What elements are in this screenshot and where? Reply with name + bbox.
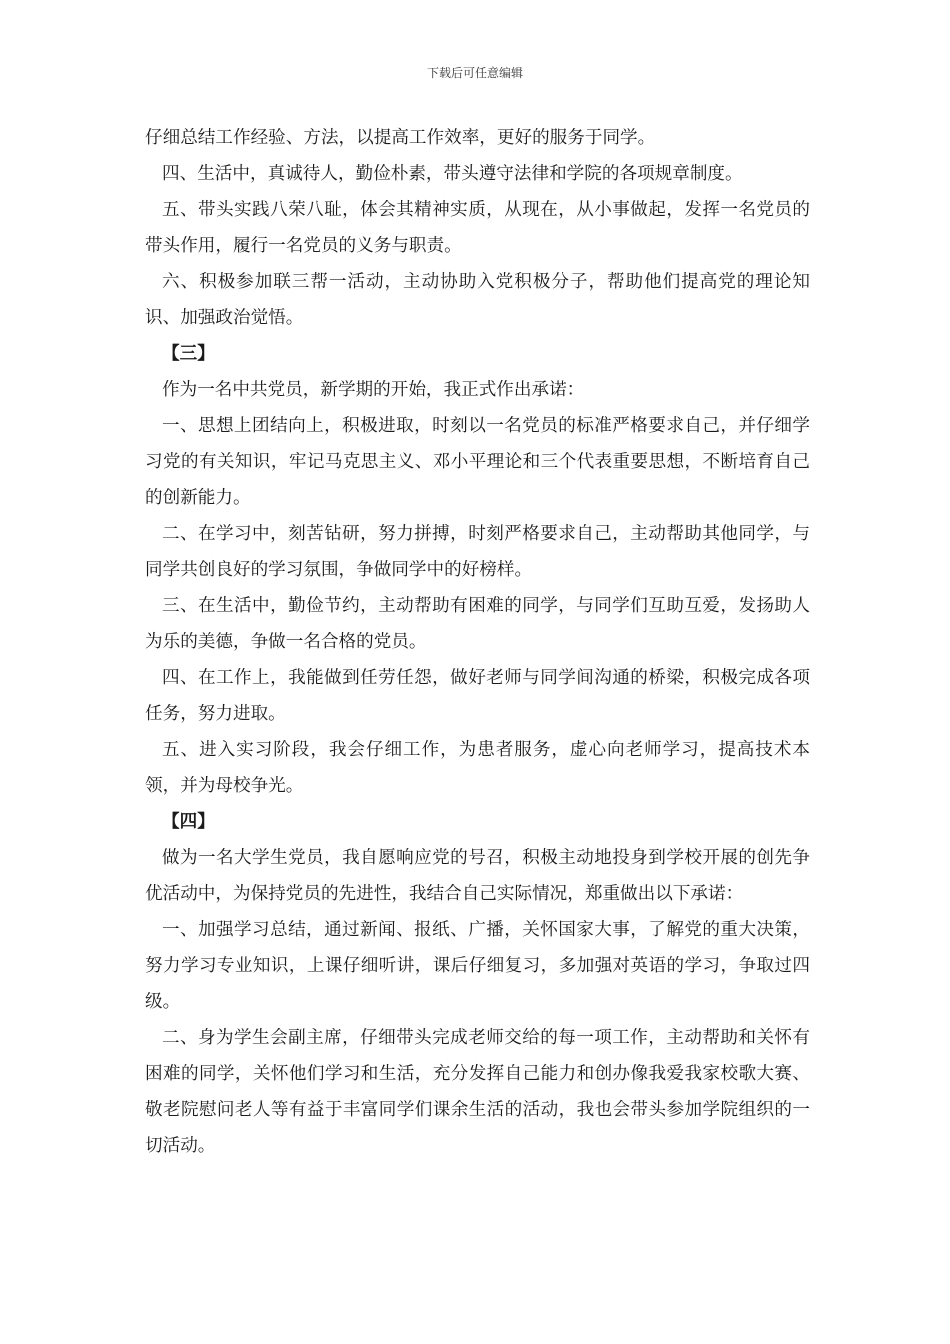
section-heading: 【三】: [162, 343, 215, 364]
paragraph: 五、带头实践八荣八耻，体会其精神实质，从现在，从小事做起，发挥一名党员的带头作用，履行一名党员的义务与职责。: [145, 200, 810, 256]
paragraph: 五、进入实习阶段，我会仔细工作，为患者服务，虚心向老师学习，提高技术本领，并为母校争光。: [145, 740, 810, 796]
paragraph: 作为一名中共党员，新学期的开始，我正式作出承诺：: [162, 380, 585, 400]
paragraph: 一、加强学习总结，通过新闻、报纸、广播，关怀国家大事，了解党的重大决策，努力学习专业知识，上课仔细听讲，课后仔细复习，多加强对英语的学习，争取过四级。: [145, 920, 810, 1012]
paragraph: 仔细总结工作经验、方法，以提高工作效率，更好的服务于同学。: [145, 128, 656, 148]
section-heading: 【四】: [162, 811, 215, 832]
paragraph: 做为一名大学生党员，我自愿响应党的号召，积极主动地投身到学校开展的创先争优活动中，为保持党员的先进性，我结合自己实际情况，郑重做出以下承诺：: [145, 848, 810, 904]
paragraph: 四、在工作上，我能做到任劳任怨，做好老师与同学间沟通的桥梁，积极完成各项任务，努力进取。: [145, 668, 810, 724]
page-header: 下载后可任意编辑: [426, 66, 523, 80]
paragraph: 四、生活中，真诚待人，勤俭朴素，带头遵守法律和学院的各项规章制度。: [162, 164, 743, 184]
document-body: [145, 120, 810, 1164]
paragraph: 一、思想上团结向上，积极进取，时刻以一名党员的标准严格要求自己，并仔细学习党的有关知识，牢记马克思主义、邓小平理论和三个代表重要思想，不断培育自己的创新能力。: [145, 416, 810, 508]
paragraph: 二、身为学生会副主席，仔细带头完成老师交给的每一项工作，主动帮助和关怀有困难的同学，关怀他们学习和生活，充分发挥自己能力和创办像我爱我家校歌大赛、敬老院慰问老人等有益于丰富同学们课余生活的活动，我也会带头参加学院组织的一切活动。: [145, 1028, 810, 1156]
paragraph: 六、积极参加联三帮一活动，主动协助入党积极分子，帮助他们提高党的理论知识、加强政治觉悟。: [145, 272, 810, 328]
paragraph: 二、在学习中，刻苦钻研，努力拼搏，时刻严格要求自己，主动帮助其他同学，与同学共创良好的学习氛围，争做同学中的好榜样。: [145, 524, 810, 580]
paragraph: 三、在生活中，勤俭节约，主动帮助有困难的同学，与同学们互助互爱，发扬助人为乐的美德，争做一名合格的党员。: [145, 596, 810, 652]
